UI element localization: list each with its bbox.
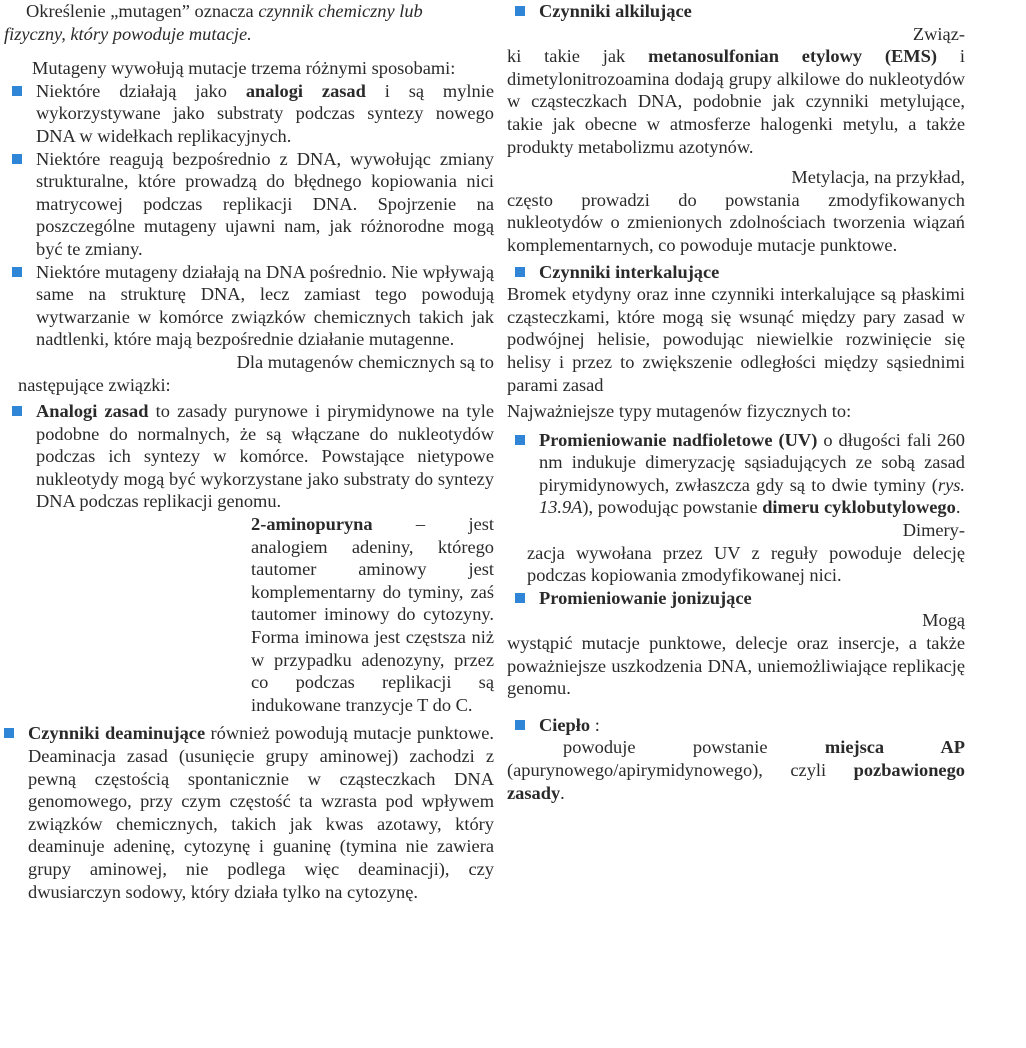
section-heading [507, 261, 965, 284]
alkylating-start: Związ- [912, 23, 965, 44]
ionizing-paragraph: wystąpić mutacje punktowe, delecje oraz insercje, a także poważniejsze uszkodzenia DNA, uniemożliwiające replikację genomu. [507, 633, 965, 699]
chem-intro-line: Dla mutagenów chemicznych są to [236, 351, 494, 372]
list-item [4, 400, 494, 513]
bold-term: pozbawionego zasady [507, 760, 965, 803]
figure-reference: rys. 13.9A [539, 474, 965, 518]
bold-term: miejsca AP [824, 737, 966, 758]
list-item [4, 148, 494, 261]
uv-paragraph: Promieniowanie nadfioletowe (UV) o długości fali 260 nm indukuje dimeryzację sąsiadujących ze sobą zasad pirymidynowych, zwłaszcza gdy są to dwie tyminy (rys. 13.9A), powodując powstanie dimeru cyklobutylowego. [539, 429, 966, 518]
heading-intercalating: Czynniki interkalujące [539, 261, 720, 282]
intercalating-paragraph: Bromek etydyny oraz inne czynniki interkalujące są płaskimi cząsteczkami, które mogą się wsunąć między pary zasad w podwójnej helisie, powodując niewielkie rozwinięcie się helisy i przez to zwiększenie odległości między sąsiednimi parami zasad [507, 284, 965, 395]
bullet-icon [12, 267, 22, 277]
list-item-text: Czynniki deaminujące również powodują mutacje punktowe. Deaminacja zasad (usunięcie grupy aminowej) zachodzi z pewną częstością spontanicznie w cząsteczkach DNA genomowego, przy czym częstość ta wzrasta pod wpływem związków chemicznych, takich jak kwas azotawy, który deaminuje adeninę, cytozynę i guaninę (tymina nie zawiera grupy aminowej, nie podlega więc deaminacji), czy dwusiarczyn sodowy, który działa tylko na cytozynę. [28, 723, 494, 902]
bold-term: metanosulfonian etylowy (EMS) [648, 46, 938, 67]
bullet-icon [12, 86, 22, 96]
dimerization-paragraph: zacja wywołana przez UV z reguły powoduje delecję podczas kopiowania zmodyfikowanej nici. [527, 542, 965, 586]
heat-paragraph: powoduje powstanie miejsca AP (apurynowego/apirymidynowego), czyli pozbawionego zasady. [507, 737, 966, 803]
bullet-icon [12, 154, 22, 164]
list-item [4, 80, 494, 148]
right-column [507, 0, 965, 804]
intro-text: Określenie „mutagen” oznacza [26, 1, 254, 21]
alkylating-paragraph: ki takie jak metanosulfonian etylowy (EMS) i dimetylonitrozoamina dodają grupy alkilowe do nukleotydów w cząsteczkach DNA, podobnie jak czynniki metylujące, takie jak obecne w atmosferze halogenki metylu, a także produkty metabolizmu azotynów. [507, 46, 966, 157]
bold-term: analogi zasad [245, 80, 366, 101]
methylation-start: Metylacja, na przykład, [791, 167, 965, 188]
left-column [4, 0, 494, 903]
bullet-icon [515, 720, 525, 730]
list-item-text: Niektóre reagują bezpośrednio z DNA, wywołując zmiany strukturalne, które prowadzą do błędnego kopiowania nici matrycowej podczas replikacji DNA. Spojrzenie na poszczególne mutageny ujawni nam, jak różnorodne mogą być te zmiany. [36, 148, 494, 259]
dimerization-start: Dimery- [902, 520, 965, 541]
heading-heat: Ciepło : [539, 714, 600, 735]
intro-paragraph [26, 0, 494, 23]
bullet-icon [4, 728, 14, 738]
list-item-text: Niektóre działają jako analogi zasad i są mylnie wykorzystywane jako substraty podczas syntezy nowego DNA w widełkach replikacyjnych. [36, 80, 494, 146]
methylation-paragraph: często prowadzi do powstania zmodyfikowanych nukleotydów o zmienionych zdolnościach tworzenia wiązań komplementarnych, co powoduje mutacje punktowe. [507, 189, 965, 255]
bold-term: Czynniki deaminujące [28, 723, 206, 744]
intro-continuation: fizyczny, który powoduje mutacje. [4, 23, 252, 44]
list-item [4, 722, 494, 903]
intro-italic-text: czynnik chemiczny lub [258, 1, 423, 21]
section-heading [507, 714, 965, 737]
bold-term: Analogi zasad [36, 401, 149, 422]
list-item-text: Analogi zasad to zasady purynowe i pirymidynowe na tyle podobne do normalnych, że są włączane do nukleotydów podczas ich syntezy w komórce. Powstające nietypowe nukleotydy mogą być wykorzystane jako substraty do syntezy DNA podczas replikacji genomu. [36, 401, 494, 512]
bullet-icon [515, 6, 525, 16]
bullet-icon [515, 435, 525, 445]
bullet-icon [515, 593, 525, 603]
bold-term: dimeru cyklobutylowego [762, 497, 956, 518]
ionizing-start: Mogą [922, 610, 965, 631]
bullet-icon [515, 267, 525, 277]
list-item-text: Niektóre mutageny działają na DNA pośrednio. Nie wpływają same na strukturę DNA, lecz zamiast tego powodują wytwarzanie w komórce związków chemicznych takich jak nadtlenki, które mają bezpośrednie działanie mutagenne. [36, 261, 494, 350]
aminopurine-paragraph: 2-aminopuryna – jest analogiem adeniny, którego tautomer aminowy jest komplementarny do tyminy, zaś tautomer iminowy do cytozyny. Forma iminowa jest częstsza niż w przypadku adenozyny, przez co podczas replikacji są indukowane tranzycje T do C. [251, 514, 494, 715]
list-item [507, 429, 965, 519]
list-item [4, 261, 494, 351]
bold-term: 2-aminopuryna [251, 514, 373, 535]
bold-term: Promieniowanie nadfioletowe (UV) [539, 429, 818, 450]
section-heading [507, 587, 965, 610]
chem-intro-line: następujące związki: [18, 374, 171, 395]
heading-alkylating: Czynniki alkilujące [539, 1, 692, 21]
ways-paragraph: Mutageny wywołują mutacje trzema różnymi sposobami: [32, 58, 456, 79]
heading-ionizing: Promieniowanie jonizujące [539, 587, 752, 608]
section-heading [507, 0, 965, 23]
bullet-icon [12, 406, 22, 416]
physical-intro: Najważniejsze typy mutagenów fizycznych to: [507, 401, 852, 422]
